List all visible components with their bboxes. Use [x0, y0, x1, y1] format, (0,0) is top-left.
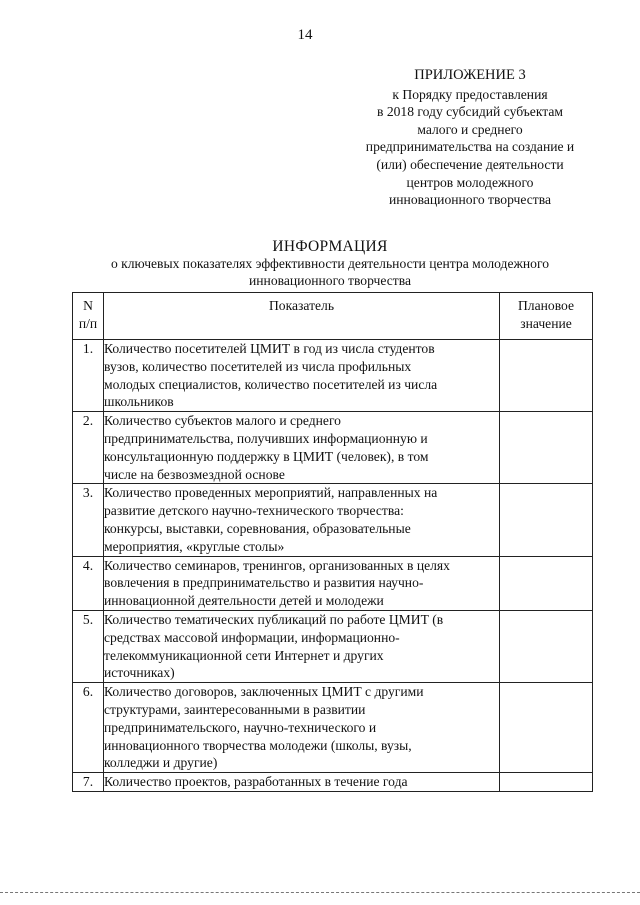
table-row [73, 484, 593, 556]
indicator-line: Количество проведенных мероприятий, направленных на [104, 485, 438, 501]
indicator-line: Количество проектов, разработанных в течение года [104, 774, 408, 790]
indicator-line: Количество семинаров, тренингов, организованных в целях [104, 557, 450, 573]
indicator-line: консультационную поддержку в ЦМИТ (человек), в том [104, 448, 429, 464]
indicator-cell [104, 610, 500, 682]
indicator-line: Количество посетителей ЦМИТ в год из числа студентов [104, 341, 435, 356]
header-value-line: Плановое [517, 298, 575, 313]
indicator-cell [104, 340, 500, 412]
indicator-line: структурами, заинтересованными в развитии [104, 701, 366, 717]
row-number: 6. [73, 683, 104, 773]
indicator-line: предпринимательского, научно-технического и [104, 719, 377, 735]
appendix-line: в 2018 году субсидий субъектам [377, 104, 563, 120]
row-number: 7. [73, 773, 104, 792]
row-number: 3. [73, 484, 104, 556]
planned-value-cell [500, 610, 593, 682]
header-indicator [104, 293, 500, 340]
document-title: ИНФОРМАЦИЯ [272, 238, 388, 255]
appendix-line: предпринимательства на создание и [365, 139, 575, 155]
indicator-line: Количество договоров, заключенных ЦМИТ с другими [104, 684, 424, 700]
indicators-table [72, 292, 593, 792]
table-row [73, 610, 593, 682]
indicator-line: телекоммуникационной сети Интернет и других [104, 647, 384, 663]
table-row [73, 412, 593, 484]
appendix-title: ПРИЛОЖЕНИЕ 3 [414, 67, 526, 83]
appendix-line: малого и среднего [417, 121, 523, 137]
indicator-line: средствах массовой информации, информационно- [104, 629, 400, 645]
indicator-line: колледжи и другие) [104, 755, 218, 771]
planned-value-cell [500, 412, 593, 484]
planned-value-cell [500, 556, 593, 610]
page-bottom-divider [0, 892, 640, 893]
row-number: 2. [73, 412, 104, 484]
table-header-row [73, 293, 593, 340]
table-row [73, 773, 593, 792]
indicator-line: развитие детского научно-технического творчества: [104, 503, 404, 519]
indicator-line: конкурсы, выставки, соревнования, образовательные [104, 520, 411, 536]
indicator-line: вузов, количество посетителей из числа профильных [104, 358, 412, 374]
header-num-line: п/п [78, 315, 98, 331]
header-value-line: значение [520, 315, 572, 331]
table-row [73, 340, 593, 412]
indicator-line: молодых специалистов, количество посетителей из числа [104, 376, 438, 392]
header-num-line: N [83, 298, 93, 313]
indicator-line: мероприятия, «круглые столы» [104, 538, 285, 554]
indicator-line: Количество тематических публикаций по работе ЦМИТ (в [104, 611, 444, 627]
appendix-line: центров молодежного [406, 174, 534, 190]
appendix-line: инновационного творчества [389, 192, 551, 208]
indicator-line: инновационной деятельности детей и молодежи [104, 593, 384, 609]
row-number: 4. [73, 556, 104, 610]
indicator-cell [104, 412, 500, 484]
indicator-line: школьников [104, 394, 174, 410]
appendix-block [345, 67, 595, 209]
header-num [73, 293, 104, 340]
planned-value-cell [500, 773, 593, 792]
appendix-lines [345, 86, 595, 209]
table-row [73, 556, 593, 610]
page-number: 14 [297, 27, 313, 43]
planned-value-cell [500, 484, 593, 556]
indicator-line: инновационного творчества молодежи (школы, вузы, [104, 737, 412, 753]
indicator-line: источниках) [104, 665, 175, 681]
planned-value-cell [500, 683, 593, 773]
row-number: 1. [73, 340, 104, 412]
subtitle-line: инновационного творчества [249, 272, 411, 288]
table-row [73, 683, 593, 773]
appendix-line: (или) обеспечение деятельности [376, 156, 564, 172]
document-subtitle [60, 256, 600, 289]
row-number: 5. [73, 610, 104, 682]
appendix-line: к Порядку предоставления [392, 86, 548, 102]
indicator-line: числе на безвозмездной основе [104, 466, 285, 482]
indicator-cell [104, 683, 500, 773]
subtitle-line: о ключевых показателях эффективности деятельности центра молодежного [110, 256, 550, 271]
indicator-cell [104, 773, 500, 792]
indicator-cell [104, 484, 500, 556]
indicator-line: Количество субъектов малого и среднего [104, 413, 341, 429]
header-planned-value [500, 293, 593, 340]
indicator-line: вовлечения в предпринимательство и развития научно- [104, 575, 424, 591]
planned-value-cell [500, 340, 593, 412]
indicator-cell [104, 556, 500, 610]
indicator-line: предпринимательства, получивших информационную и [104, 430, 428, 446]
header-indicator-line: Показатель [268, 298, 335, 313]
table-body [73, 340, 593, 792]
